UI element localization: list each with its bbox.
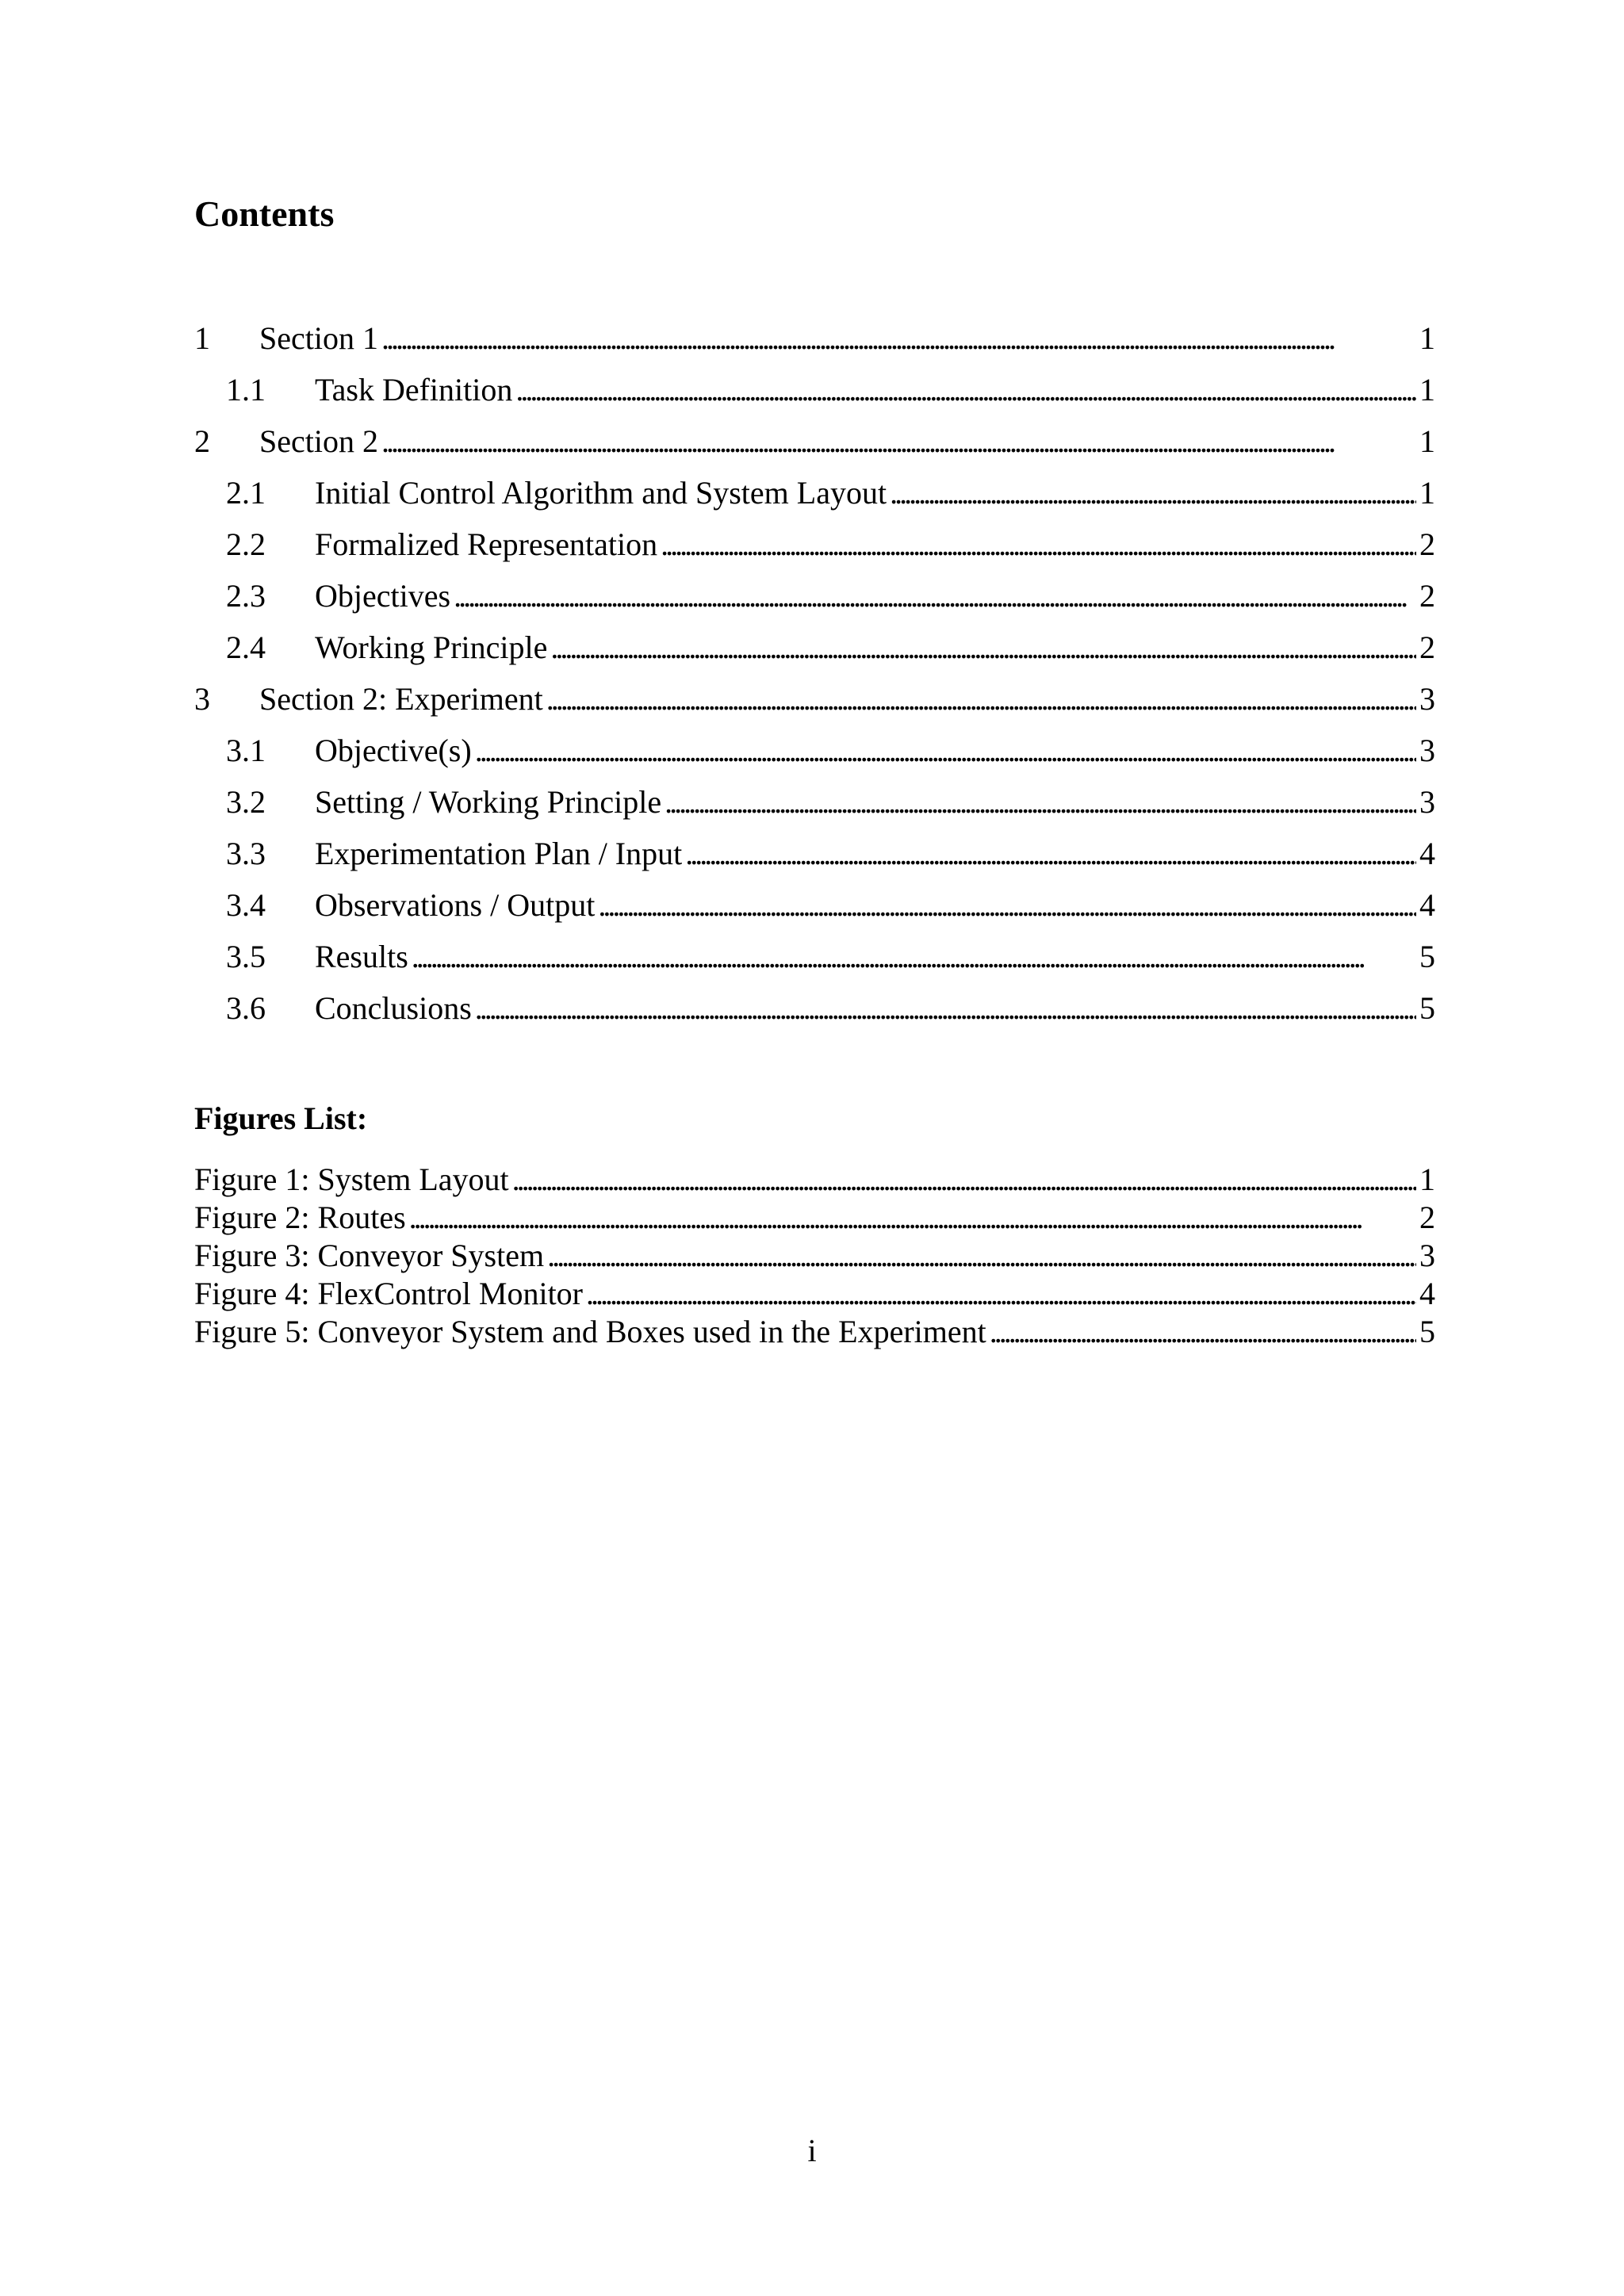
table-of-contents	[194, 312, 1435, 1034]
dot-leader	[550, 622, 1416, 673]
figures-list-title: Figures List:	[194, 1100, 368, 1136]
contents-title: Contents	[194, 193, 335, 234]
toc-entry-page: 5	[1419, 939, 1435, 974]
toc-entry-label: Setting / Working Principle	[315, 784, 662, 820]
toc-entry-page: 2	[1419, 526, 1435, 562]
figure-entry[interactable]	[194, 1275, 1435, 1313]
toc-entry[interactable]	[194, 570, 1435, 622]
dot-leader	[598, 879, 1416, 931]
toc-entry-label: Task Definition	[315, 372, 513, 408]
dot-leader	[665, 776, 1416, 828]
toc-entry-number: 2.1	[226, 475, 266, 511]
figure-entry-page: 1	[1419, 1161, 1435, 1197]
dot-leader	[412, 931, 1416, 982]
dot-leader	[515, 364, 1416, 415]
toc-entry-number: 2.2	[226, 526, 266, 562]
toc-entry-page: 3	[1419, 784, 1435, 820]
toc-entry[interactable]	[194, 982, 1435, 1034]
toc-entry-page: 3	[1419, 681, 1435, 717]
toc-entry-number: 2	[194, 423, 210, 459]
toc-entry-number: 3.1	[226, 733, 266, 768]
toc-entry[interactable]	[194, 725, 1435, 776]
dot-leader	[475, 725, 1416, 776]
dot-leader	[381, 415, 1416, 467]
toc-entry-number: 2.3	[226, 578, 266, 614]
figure-entry-page: 3	[1419, 1238, 1435, 1273]
toc-entry[interactable]	[194, 467, 1435, 519]
toc-entry[interactable]	[194, 673, 1435, 725]
page-number: i	[807, 2133, 817, 2168]
figure-entry-label: Figure 1: System Layout	[194, 1161, 509, 1197]
toc-entry-number: 3.5	[226, 939, 266, 974]
toc-entry[interactable]	[194, 519, 1435, 570]
toc-entry-number: 1	[194, 320, 210, 356]
toc-entry-number: 3.2	[226, 784, 266, 820]
toc-entry-label: Formalized Representation	[315, 526, 658, 562]
toc-entry-label: Section 2: Experiment	[259, 681, 543, 717]
toc-entry-page: 1	[1419, 475, 1435, 511]
toc-entry[interactable]	[194, 364, 1435, 415]
toc-entry-label: Conclusions	[315, 990, 472, 1026]
toc-entry-page: 4	[1419, 887, 1435, 923]
figure-entry[interactable]	[194, 1237, 1435, 1275]
figures-list	[194, 1161, 1435, 1351]
dot-leader	[547, 1237, 1416, 1275]
figure-entry-label: Figure 3: Conveyor System	[194, 1238, 545, 1273]
toc-entry-label: Section 2	[259, 423, 378, 459]
toc-entry-page: 2	[1419, 629, 1435, 665]
toc-entry-label: Results	[315, 939, 408, 974]
dot-leader	[512, 1161, 1416, 1199]
dot-leader	[454, 570, 1416, 622]
figure-entry-label: Figure 4: FlexControl Monitor	[194, 1276, 583, 1311]
figure-entry-page: 4	[1419, 1276, 1435, 1311]
toc-entry-label: Experimentation Plan / Input	[315, 836, 683, 871]
toc-entry-page: 1	[1419, 320, 1435, 356]
toc-entry[interactable]	[194, 931, 1435, 982]
dot-leader	[546, 673, 1416, 725]
dot-leader	[381, 312, 1416, 364]
dot-leader	[409, 1199, 1416, 1237]
toc-entry-number: 3.3	[226, 836, 266, 871]
dot-leader	[990, 1313, 1416, 1351]
toc-entry-page: 2	[1419, 578, 1435, 614]
figure-entry-label: Figure 5: Conveyor System and Boxes used in the Experiment	[194, 1314, 986, 1349]
figure-entry-page: 5	[1419, 1314, 1435, 1349]
toc-entry-label: Section 1	[259, 320, 378, 356]
figure-entry[interactable]	[194, 1199, 1435, 1237]
toc-entry-page: 4	[1419, 836, 1435, 871]
toc-entry-page: 1	[1419, 372, 1435, 408]
dot-leader	[890, 467, 1416, 519]
dot-leader	[475, 982, 1416, 1034]
toc-entry-page: 3	[1419, 733, 1435, 768]
toc-entry-number: 3.4	[226, 887, 266, 923]
toc-entry-number: 3	[194, 681, 210, 717]
figure-entry-label: Figure 2: Routes	[194, 1200, 406, 1235]
toc-entry-label: Working Principle	[315, 629, 548, 665]
toc-entry-number: 1.1	[226, 372, 266, 408]
toc-entry-label: Observations / Output	[315, 887, 596, 923]
toc-entry-page: 5	[1419, 990, 1435, 1026]
toc-entry-number: 2.4	[226, 629, 266, 665]
toc-entry-page: 1	[1419, 423, 1435, 459]
toc-entry[interactable]	[194, 879, 1435, 931]
toc-entry-label: Objectives	[315, 578, 451, 614]
dot-leader	[661, 519, 1416, 570]
dot-leader	[586, 1275, 1416, 1313]
figure-entry-page: 2	[1419, 1200, 1435, 1235]
toc-entry-label: Objective(s)	[315, 733, 472, 768]
toc-entry[interactable]	[194, 828, 1435, 879]
figure-entry[interactable]	[194, 1313, 1435, 1351]
figure-entry[interactable]	[194, 1161, 1435, 1199]
dot-leader	[685, 828, 1416, 879]
toc-entry[interactable]	[194, 622, 1435, 673]
toc-entry-label: Initial Control Algorithm and System Layout	[315, 475, 887, 511]
toc-entry[interactable]	[194, 312, 1435, 364]
toc-entry[interactable]	[194, 415, 1435, 467]
toc-entry-number: 3.6	[226, 990, 266, 1026]
toc-entry[interactable]	[194, 776, 1435, 828]
